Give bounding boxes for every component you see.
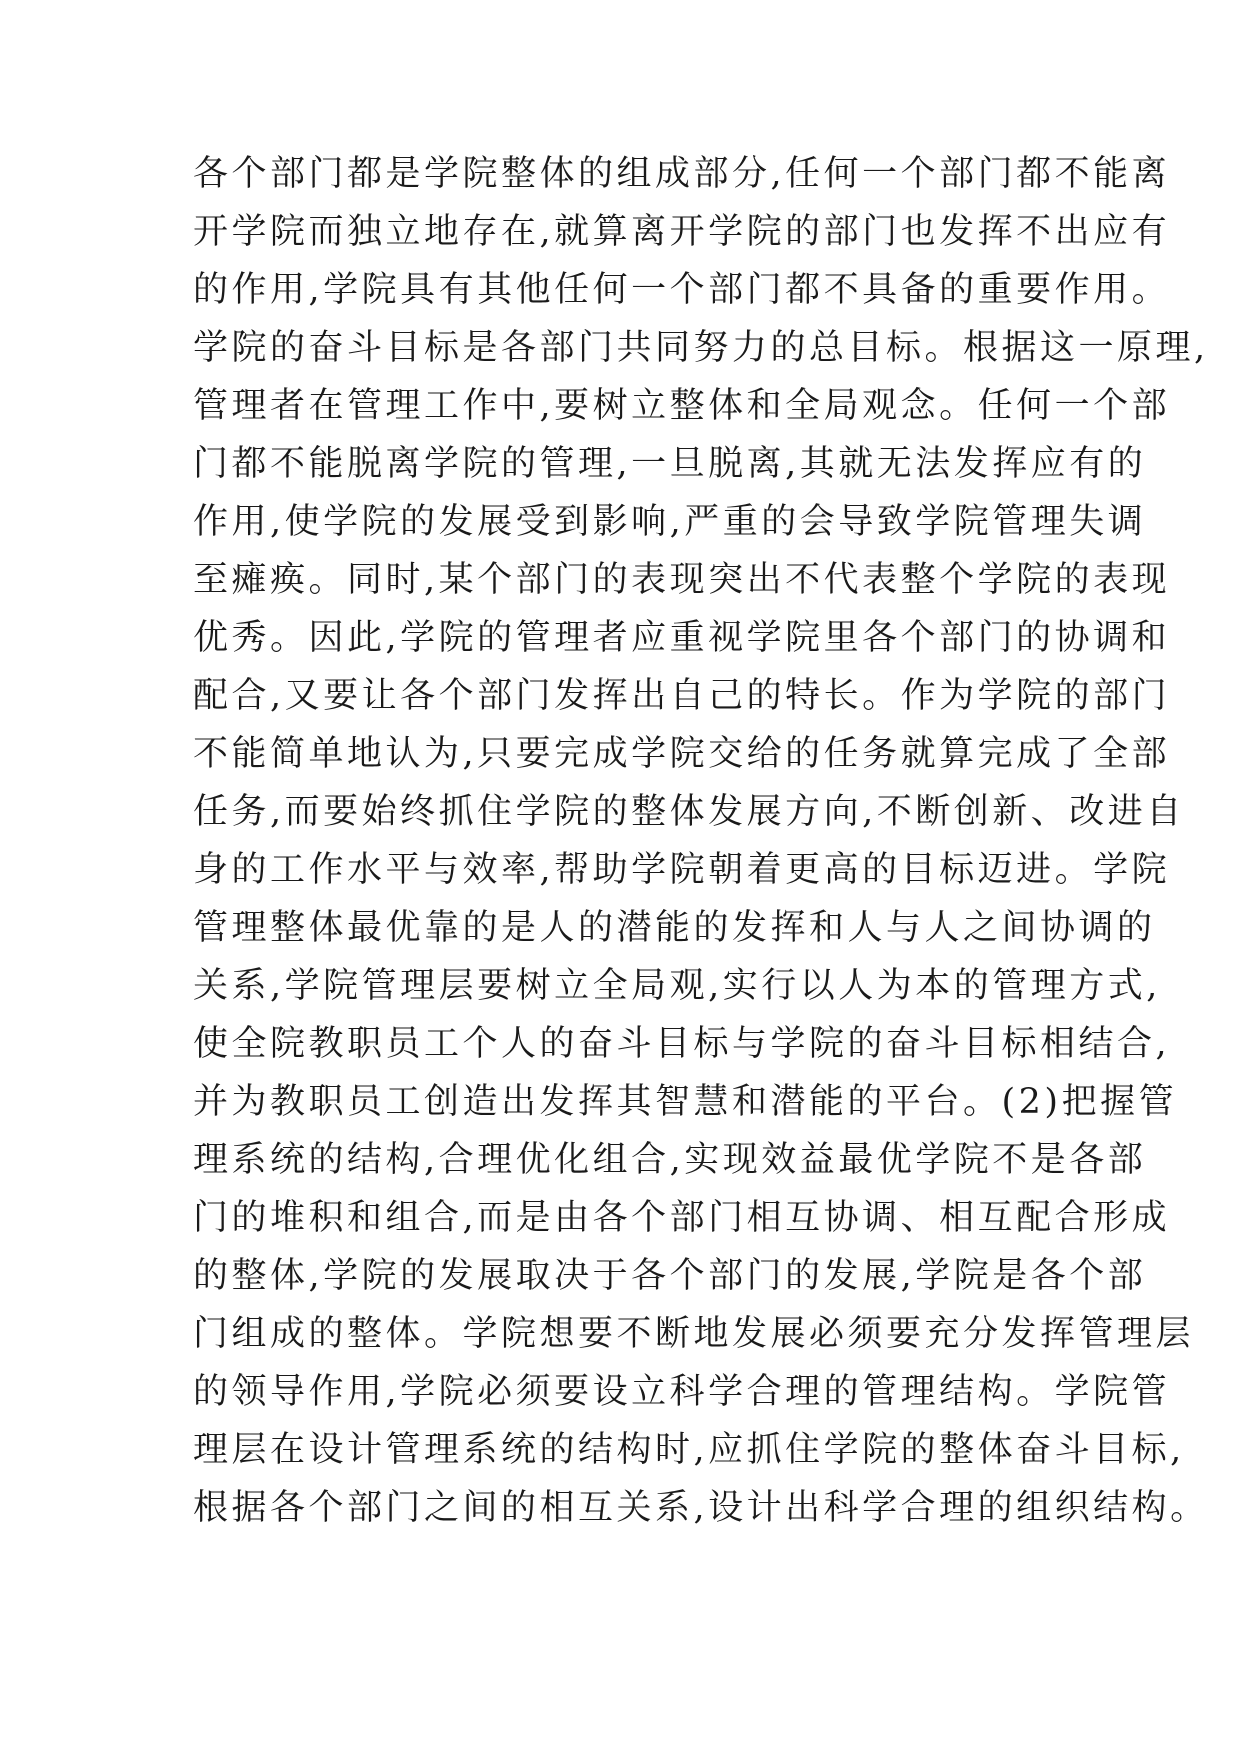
text-line: 使全院教职员工个人的奋斗目标与学院的奋斗目标相结合,: [193, 1024, 1171, 1064]
text-line: 门都不能脱离学院的管理,一旦脱离,其就无法发挥应有的: [193, 444, 1147, 484]
text-line: 任务,而要始终抓住学院的整体发展方向,不断创新、改进自: [193, 792, 1185, 832]
text-line: 不能简单地认为,只要完成学院交给的任务就算完成了全部: [193, 734, 1171, 774]
text-line: 的整体,学院的发展取决于各个部门的发展,学院是各个部: [193, 1256, 1147, 1296]
text-line: 门的堆积和组合,而是由各个部门相互协调、相互配合形成: [193, 1198, 1171, 1238]
text-line: 根据各个部门之间的相互关系,设计出科学合理的组织结构。: [193, 1488, 1209, 1528]
text-line: 优秀。因此,学院的管理者应重视学院里各个部门的协调和: [193, 618, 1171, 658]
text-line: 至瘫痪。同时,某个部门的表现突出不代表整个学院的表现: [193, 560, 1171, 600]
text-line: 的作用,学院具有其他任何一个部门都不具备的重要作用。: [193, 270, 1171, 310]
text-line: 管理整体最优靠的是人的潜能的发挥和人与人之间协调的: [193, 908, 1156, 948]
text-line: 作用,使学院的发展受到影响,严重的会导致学院管理失调: [193, 502, 1147, 542]
text-line: 理系统的结构,合理优化组合,实现效益最优学院不是各部: [193, 1140, 1147, 1180]
text-line: 身的工作水平与效率,帮助学院朝着更高的目标迈进。学院: [193, 850, 1171, 890]
text-line: 门组成的整体。学院想要不断地发展必须要充分发挥管理层: [193, 1314, 1195, 1354]
text-line: 理层在设计管理系统的结构时,应抓住学院的整体奋斗目标,: [193, 1430, 1185, 1470]
text-line: 的领导作用,学院必须要设立科学合理的管理结构。学院管: [193, 1372, 1171, 1412]
text-line: 并为教职员工创造出发挥其智慧和潜能的平台。(2)把握管: [193, 1082, 1178, 1122]
text-line: 开学院而独立地存在,就算离开学院的部门也发挥不出应有: [193, 212, 1171, 252]
text-line: 配合,又要让各个部门发挥出自己的特长。作为学院的部门: [193, 676, 1171, 716]
text-line: 各个部门都是学院整体的组成部分,任何一个部门都不能离: [193, 154, 1171, 194]
text-line: 管理者在管理工作中,要树立整体和全局观念。任何一个部: [193, 386, 1171, 426]
text-line: 关系,学院管理层要树立全局观,实行以人为本的管理方式,: [193, 966, 1161, 1006]
body-paragraph: [193, 145, 1209, 1537]
text-line: 学院的奋斗目标是各部门共同努力的总目标。根据这一原理,: [193, 328, 1209, 368]
